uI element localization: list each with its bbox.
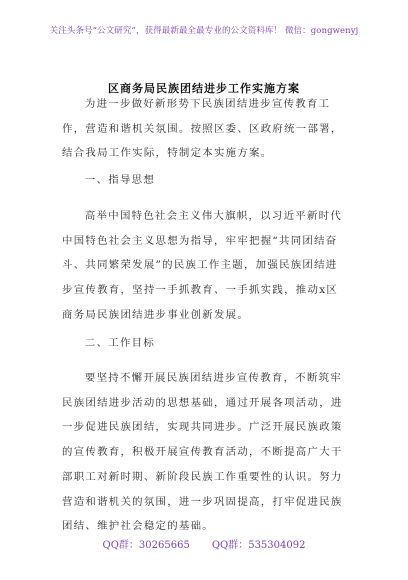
header-banner: 关注头条号“公文研究”，获得最新最全最专业的公文资料库！ 微信：gongwenyj <box>49 26 359 36</box>
document-title: 区商务局民族团结进步工作实施方案 <box>108 82 300 95</box>
footer-contact <box>0 536 408 551</box>
qq-group-2: QQ群：535304092 <box>211 540 306 551</box>
intro-paragraph: 为进一步做好新形势下民族团结进步宣传教育工作，营造和谐机关氛围。按照区委、区政府统一部署，结合我局工作实际，特制定本实施方案。 <box>62 98 343 160</box>
section-heading-work-goals: 二、工作目标 <box>84 337 156 349</box>
section-heading-guiding-ideology: 一、指导思想 <box>84 174 156 186</box>
qq-group-1: QQ群：30265665 <box>102 540 190 551</box>
section-paragraph-work-goals: 要坚持不懈开展民族团结进步宣传教育，不断筑牢民族团结进步活动的思想基础，通过开展各项活动，进一步促进民族团结，实现共同进步。广泛开展民族政策的宣传教育，积极开展宣传教育活动，不断提高广大干部职工对新时期、新阶段民族工作重要性的认识。努力营造和谐机关的氛围，进一步巩固提高，打牢促进民族团结、维护社会稳定的基础。 <box>62 372 343 533</box>
section-paragraph-guiding-ideology: 高举中国特色社会主义伟大旗帜，以习近平新时代中国特色社会主义思想为指导，牢牢把握“共同团结奋斗、共同繁荣发展”的民族工作主题，加强民族团结进步宣传教育，坚持一手抓教育、一手抓实践，推动x区商务局民族团结进步事业创新发展。 <box>62 210 343 321</box>
